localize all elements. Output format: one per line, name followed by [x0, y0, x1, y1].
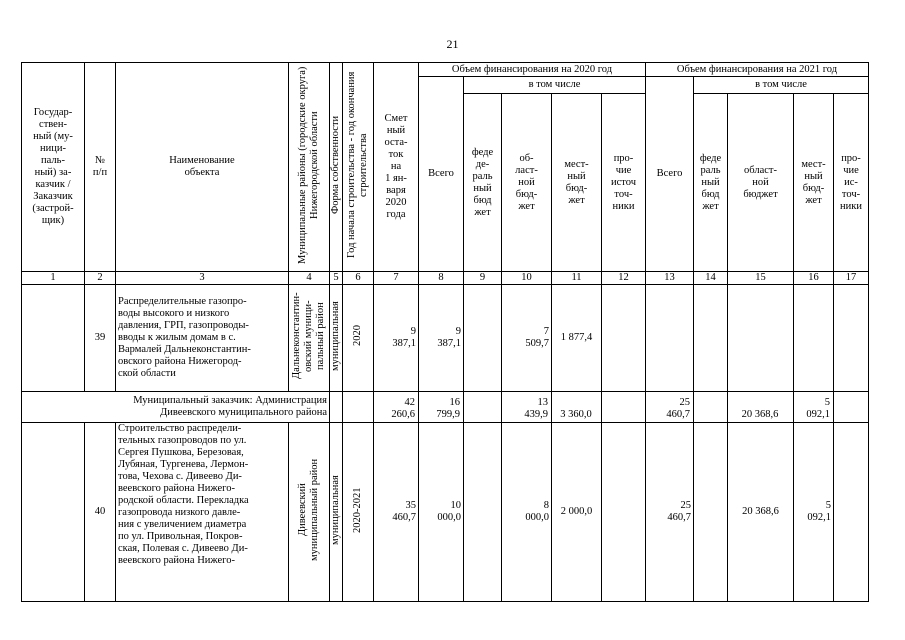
header-fin-2021: Объем финансирования на 2021 год: [646, 63, 869, 77]
header-districts: Муниципальные районы (городские округа) Нижегородской области: [289, 63, 330, 272]
local-2020: 2 000,0: [552, 423, 602, 602]
object-name: Распределительные газопро- воды высокого и низкого давления, ГРП, газопроводы- вводы к жилым домам в с. Вармалей Дальнеконстантин- овского района Нижегород- ской области: [116, 285, 289, 392]
column-number: 6: [343, 272, 374, 285]
subtotal-row: [22, 392, 869, 423]
header-ownership: Форма собственности: [330, 63, 343, 272]
header-incl-2021: в том числе: [694, 77, 869, 94]
header-local-2021: мест- ный бюд- жет: [794, 94, 834, 272]
regional-2021: 20 368,6: [728, 423, 794, 602]
column-number: 17: [834, 272, 869, 285]
column-number: 5: [330, 272, 343, 285]
district: Дальнеконстантин- овский муници- пальный район: [289, 285, 330, 392]
header-local-2020: мест- ный бюд- жет: [552, 94, 602, 272]
header-total-2020: Всего: [419, 77, 464, 272]
financing-table: [21, 62, 869, 602]
column-number-row: [22, 272, 869, 285]
column-number: 9: [464, 272, 502, 285]
header-object-name: Наименование объекта: [116, 63, 289, 272]
header-years: Год начала строительства - год окончания строительства: [343, 63, 374, 272]
estimate: 9 387,1: [374, 285, 419, 392]
table-row: [22, 423, 869, 602]
column-number: 14: [694, 272, 728, 285]
total-2020: 9 387,1: [419, 285, 464, 392]
header-incl-2020: в том числе: [464, 77, 646, 94]
column-number: 2: [85, 272, 116, 285]
header-customer: Государ- ствен- ный (му- ници- паль- ный) за- казчик / Заказчик (застрой- щик): [22, 63, 85, 272]
municipal-customer-label: Муниципальный заказчик: Администрация Дивеевского муниципального района: [22, 392, 330, 423]
local-2020: 3 360,0: [552, 392, 602, 423]
years: 2020: [343, 285, 374, 392]
header-federal-2020: феде де- раль ный бюд жет: [464, 94, 502, 272]
header-regional-2020: об- ласт- ной бюд- жет: [502, 94, 552, 272]
ownership: муниципальная: [330, 423, 343, 602]
column-number: 13: [646, 272, 694, 285]
column-number: 1: [22, 272, 85, 285]
total-2020: 10 000,0: [419, 423, 464, 602]
column-number: 3: [116, 272, 289, 285]
ownership: муниципальная: [330, 285, 343, 392]
header-other-2020: про- чие источ точ- ники: [602, 94, 646, 272]
estimate: 42 260,6: [374, 392, 419, 423]
regional-2020: 8 000,0: [502, 423, 552, 602]
column-number: 7: [374, 272, 419, 285]
column-number: 11: [552, 272, 602, 285]
header-regional-2021: област- ной бюджет: [728, 94, 794, 272]
row-num: 39: [85, 285, 116, 392]
header-other-2021: про- чие ис- точ- ники: [834, 94, 869, 272]
column-number: 10: [502, 272, 552, 285]
header-total-2021: Всего: [646, 77, 694, 272]
header-federal-2021: феде раль ный бюд жет: [694, 94, 728, 272]
column-number: 4: [289, 272, 330, 285]
column-number: 12: [602, 272, 646, 285]
total-2021: 25 460,7: [646, 423, 694, 602]
total-2021: 25 460,7: [646, 392, 694, 423]
column-number: 15: [728, 272, 794, 285]
regional-2020: 7 509,7: [502, 285, 552, 392]
local-2021: 5 092,1: [794, 423, 834, 602]
column-number: 8: [419, 272, 464, 285]
header-estimate: Смет ный оста- ток на 1 ян- варя 2020 года: [374, 63, 419, 272]
object-name: Строительство распредели- тельных газопроводов по ул. Сергея Пушкова, Березовая, Лубяная, Тургенева, Лермон- това, Чехова с. Дивеево Ди- веевского района Нижего- родской области. Перекладка газопровода низкого давле- ния с увеличением диаметра по ул. Привольная, Покров- ская, Полевая с. Дивеево Ди- веевского района Нижего-: [116, 423, 289, 602]
regional-2021: 20 368,6: [728, 392, 794, 423]
regional-2020: 13 439,9: [502, 392, 552, 423]
total-2020: 16 799,9: [419, 392, 464, 423]
header-fin-2020: Объем финансирования на 2020 год: [419, 63, 646, 77]
years: 2020-2021: [343, 423, 374, 602]
page-number: 21: [446, 37, 459, 51]
row-num: 40: [85, 423, 116, 602]
table-row: [22, 285, 869, 392]
column-number: 16: [794, 272, 834, 285]
district: Дивеевский муниципальный район: [289, 423, 330, 602]
estimate: 35 460,7: [374, 423, 419, 602]
local-2020: 1 877,4: [552, 285, 602, 392]
header-num: № п/п: [85, 63, 116, 272]
local-2021: 5 092,1: [794, 392, 834, 423]
